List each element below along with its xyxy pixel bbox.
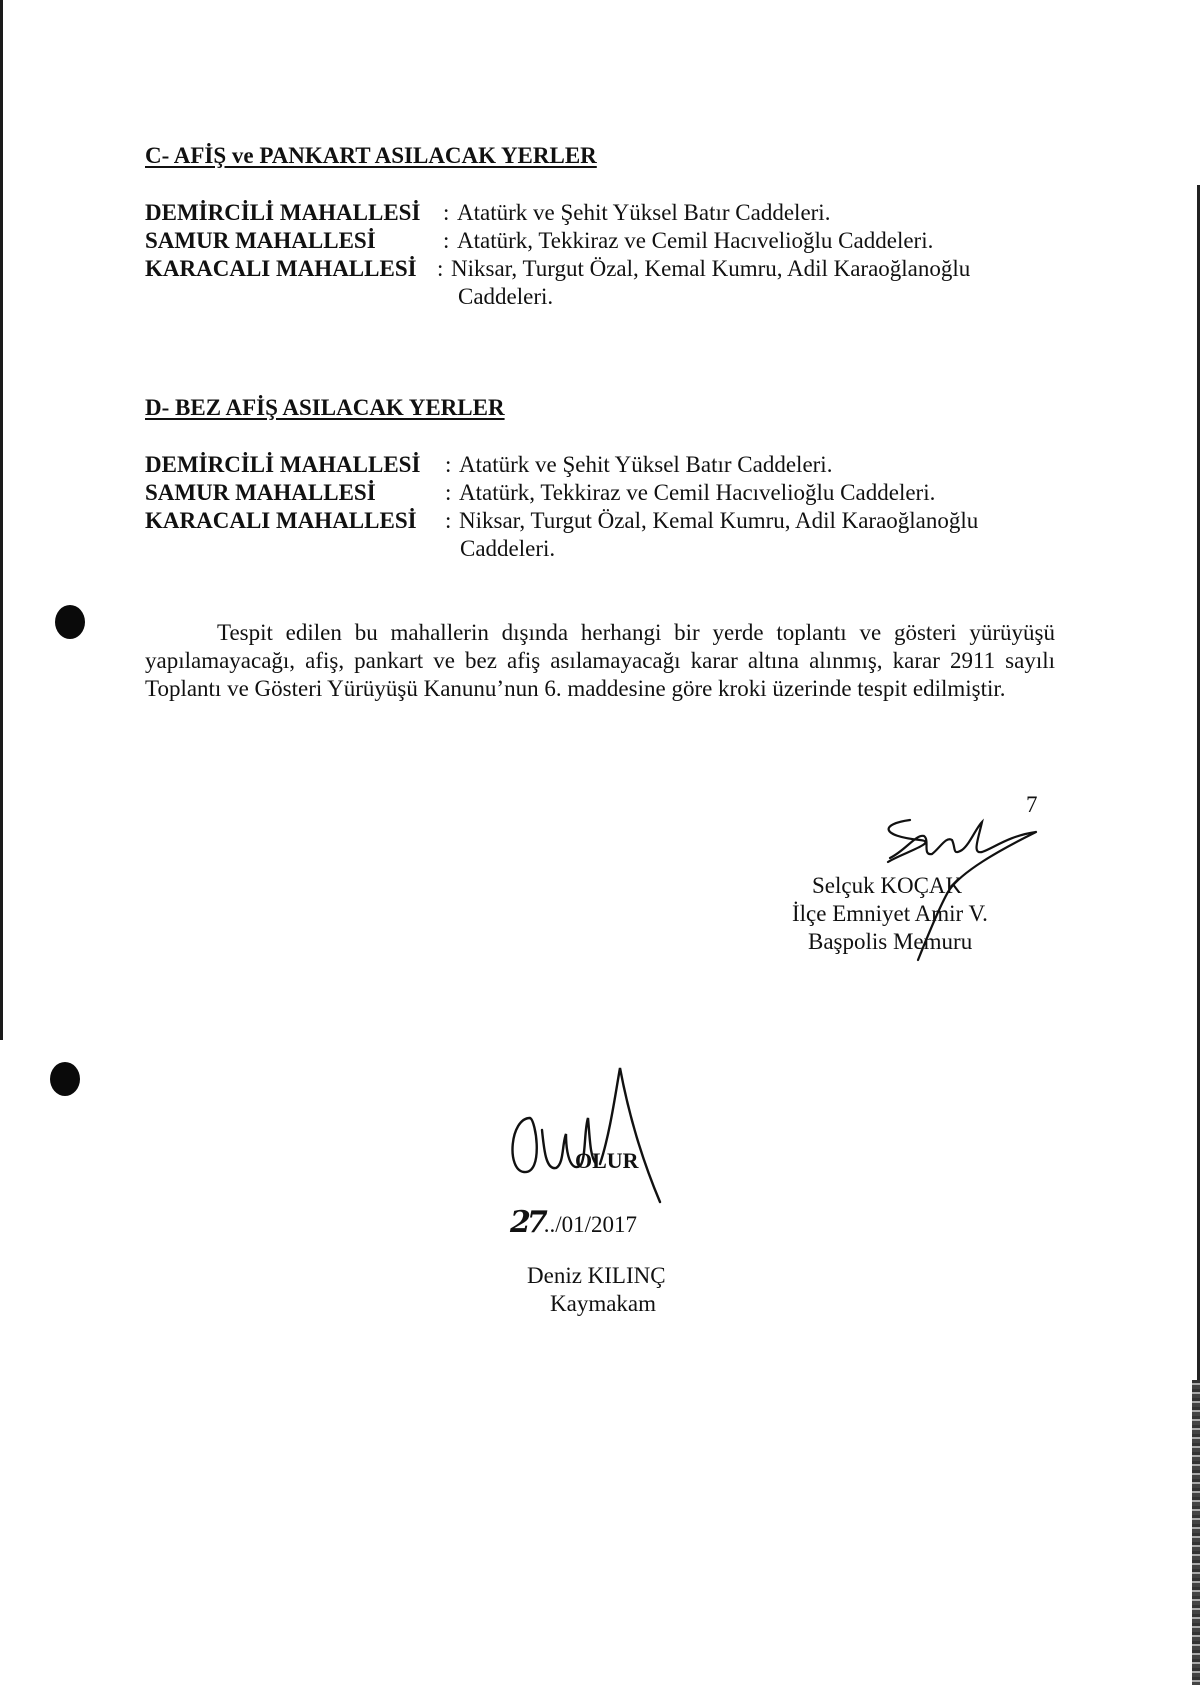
- street-list-continuation: Caddeleri.: [460, 536, 556, 561]
- mahalle-name: KARACALI MAHALLESİ: [145, 508, 417, 533]
- colon: :: [437, 256, 444, 281]
- scan-edge-left: [0, 0, 3, 1040]
- street-list: Atatürk ve Şehit Yüksel Batır Caddeleri.: [457, 200, 831, 225]
- mahalle-name: DEMİRCİLİ MAHALLESİ: [145, 452, 421, 477]
- approval-date: [510, 1205, 637, 1240]
- mahalle-name: DEMİRCİLİ MAHALLESİ: [145, 200, 421, 225]
- section-c-heading: C- AFİŞ ve PANKART ASILACAK YERLER: [145, 143, 597, 168]
- body-paragraph: Tespit edilen bu mahallerin dışında herhangi bir yerde toplantı ve gösteri yürüyüşü yapılamayacağı, afiş, pankart ve bez afiş asılamayacağı karar altına alınmış, karar 2911 sayılı Toplantı ve Gösteri Yürüyüşü Kanunu’nun 6. maddesine göre kroki üzerinde tespit edilmiştir.: [145, 620, 1055, 701]
- approval-date-day: 27: [510, 1205, 544, 1240]
- scan-edge-texture: [1192, 1380, 1200, 1685]
- colon: :: [445, 452, 452, 477]
- colon: :: [445, 508, 452, 533]
- mahalle-name: SAMUR MAHALLESİ: [145, 480, 376, 505]
- street-list: Niksar, Turgut Özal, Kemal Kumru, Adil Karaoğlanoğlu: [459, 508, 979, 533]
- street-list: Atatürk, Tekkiraz ve Cemil Hacıvelioğlu Caddeleri.: [457, 228, 934, 253]
- colon: :: [445, 480, 452, 505]
- colon: :: [443, 200, 450, 225]
- corner-mark: 7: [1026, 792, 1038, 817]
- signatory-1-rank: Başpolis Memuru: [808, 929, 973, 954]
- mahalle-name: KARACALI MAHALLESİ: [145, 256, 417, 281]
- colon: :: [443, 228, 450, 253]
- punch-hole-top: [55, 605, 85, 639]
- punch-hole-bottom: [50, 1062, 80, 1096]
- approver-title: Kaymakam: [550, 1291, 657, 1316]
- approver-name: Deniz KILINÇ: [527, 1263, 666, 1288]
- signature-kaymakam: [500, 1060, 670, 1210]
- street-list: Atatürk, Tekkiraz ve Cemil Hacıvelioğlu Caddeleri.: [459, 480, 936, 505]
- olur-label: OLUR: [575, 1148, 639, 1173]
- street-list: Niksar, Turgut Özal, Kemal Kumru, Adil Karaoğlanoğlu: [451, 256, 971, 281]
- section-d-heading: D- BEZ AFİŞ ASILACAK YERLER: [145, 395, 505, 420]
- signatory-1-name: Selçuk KOÇAK: [812, 873, 963, 898]
- approval-date-rest: ../01/2017: [543, 1212, 638, 1237]
- street-list-continuation: Caddeleri.: [458, 284, 554, 309]
- mahalle-name: SAMUR MAHALLESİ: [145, 228, 376, 253]
- street-list: Atatürk ve Şehit Yüksel Batır Caddeleri.: [459, 452, 833, 477]
- signatory-1-title: İlçe Emniyet Amir V.: [792, 901, 988, 926]
